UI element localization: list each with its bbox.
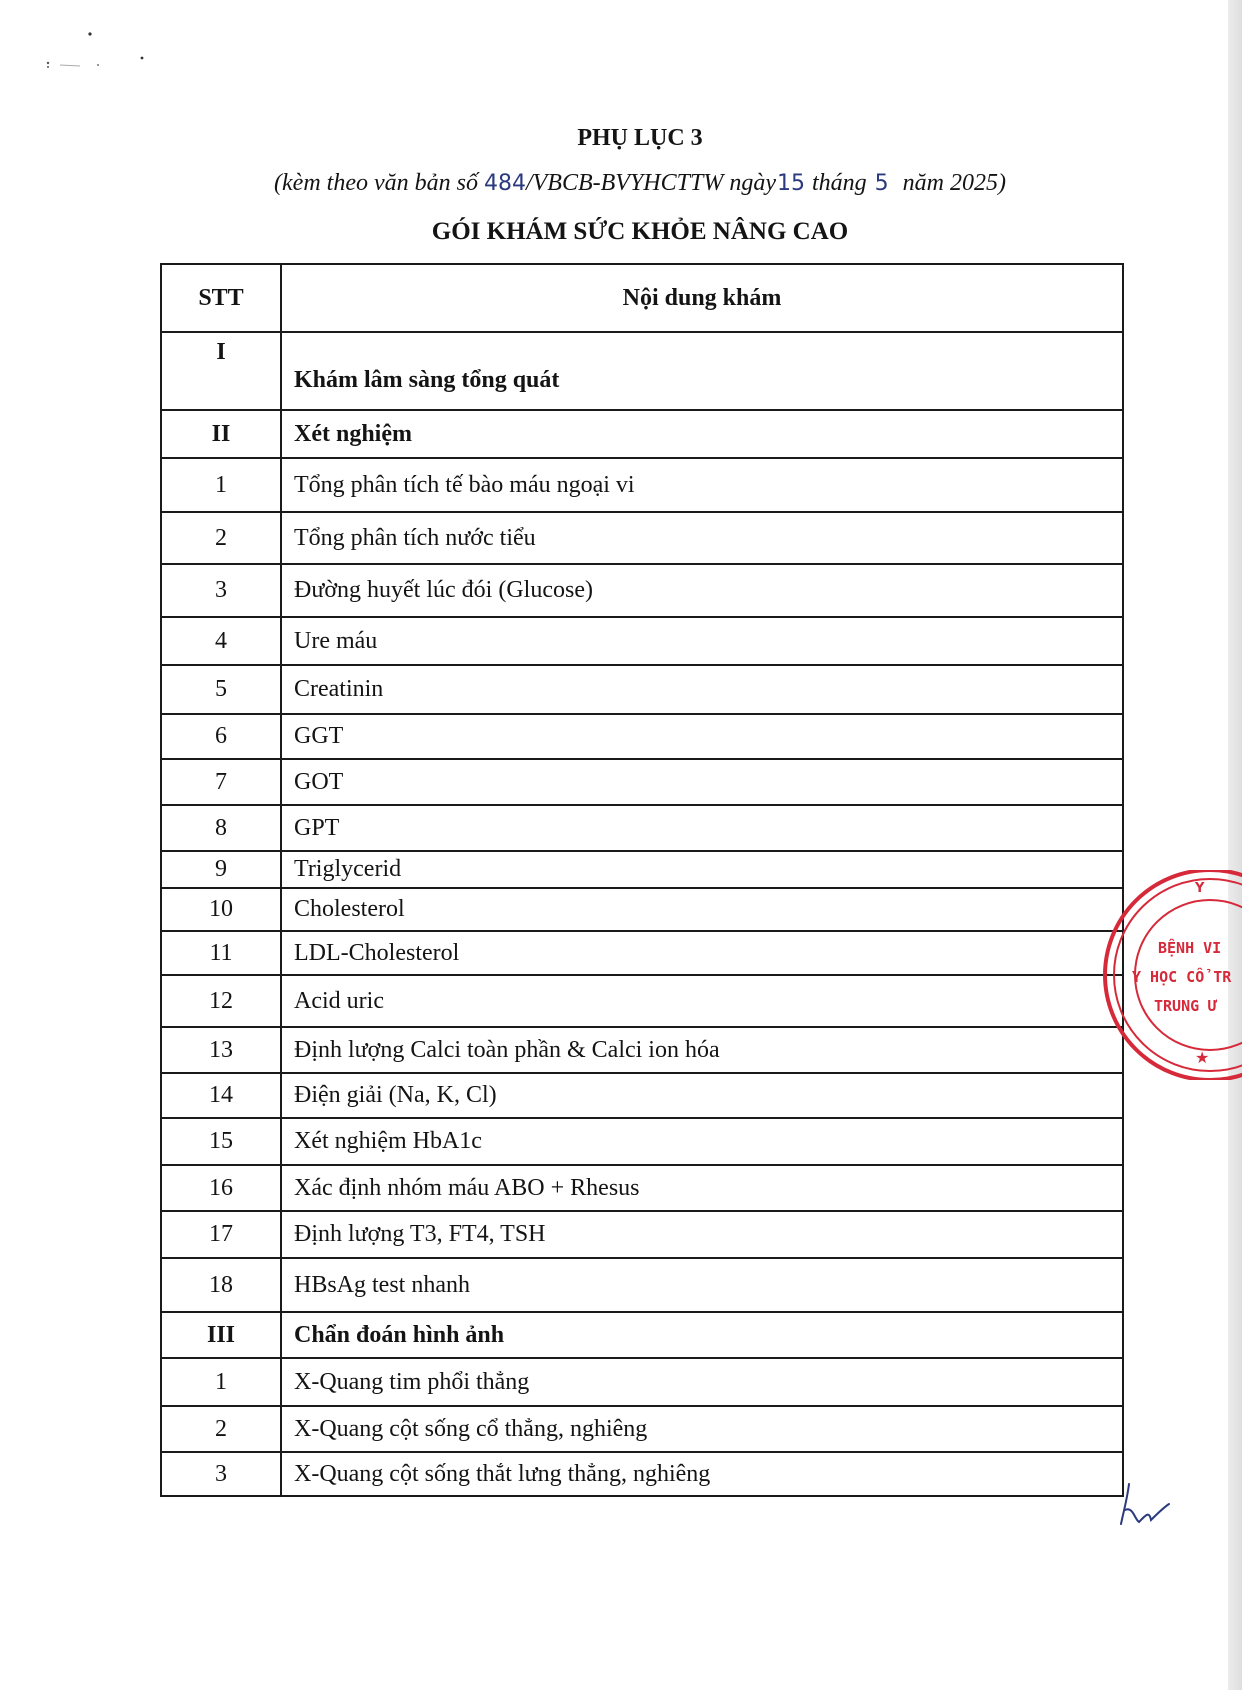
reference-suffix: năm 2025) bbox=[896, 170, 1006, 196]
reference-line bbox=[0, 170, 1242, 197]
cell-stt: 2 bbox=[161, 512, 281, 564]
table-row bbox=[161, 759, 1123, 805]
table-row bbox=[161, 458, 1123, 512]
cell-stt: 13 bbox=[161, 1027, 281, 1073]
reference-mid-2: tháng bbox=[805, 170, 867, 196]
section-row bbox=[161, 332, 1123, 410]
table-row bbox=[161, 1406, 1123, 1452]
package-title: GÓI KHÁM SỨC KHỎE NÂNG CAO bbox=[431, 218, 849, 245]
cell-content: Định lượng T3, FT4, TSH bbox=[281, 1211, 1123, 1258]
table-row bbox=[161, 1073, 1123, 1118]
table-row bbox=[161, 1165, 1123, 1211]
cell-stt: 3 bbox=[161, 1452, 281, 1496]
table-row bbox=[161, 975, 1123, 1027]
cell-content: Điện giải (Na, K, Cl) bbox=[281, 1073, 1123, 1118]
cell-content: Định lượng Calci toàn phần & Calci ion hóa bbox=[281, 1027, 1123, 1073]
cell-content: Acid uric bbox=[281, 975, 1123, 1027]
cell-content: Xét nghiệm bbox=[281, 410, 1123, 458]
scan-specks bbox=[40, 25, 160, 75]
cell-stt: 12 bbox=[161, 975, 281, 1027]
cell-stt: 7 bbox=[161, 759, 281, 805]
cell-stt: 5 bbox=[161, 665, 281, 714]
cell-content: Xác định nhóm máu ABO + Rhesus bbox=[281, 1165, 1123, 1211]
exam-content-table bbox=[160, 263, 1124, 1497]
handwritten-month: 5 bbox=[874, 171, 889, 196]
cell-stt: 18 bbox=[161, 1258, 281, 1312]
cell-content: Ure máu bbox=[281, 617, 1123, 665]
stamp-line-3: TRUNG Ư bbox=[1154, 997, 1218, 1015]
stamp-line-1: BỆNH VI bbox=[1158, 939, 1222, 957]
table-row bbox=[161, 1027, 1123, 1073]
cell-stt: 2 bbox=[161, 1406, 281, 1452]
reference-mid-1: /VBCB-BVYHCTTW ngày bbox=[525, 170, 776, 196]
handwritten-doc-number: 484 bbox=[483, 171, 526, 196]
cell-content: Tổng phân tích nước tiểu bbox=[281, 512, 1123, 564]
cell-content: Đường huyết lúc đói (Glucose) bbox=[281, 564, 1123, 617]
cell-content: GGT bbox=[281, 714, 1123, 759]
cell-content: Chẩn đoán hình ảnh bbox=[281, 1312, 1123, 1358]
section-row bbox=[161, 1312, 1123, 1358]
cell-content: LDL-Cholesterol bbox=[281, 931, 1123, 975]
svg-text:Y: Y bbox=[1195, 881, 1205, 896]
table-row bbox=[161, 714, 1123, 759]
section-row bbox=[161, 410, 1123, 458]
cell-stt: 8 bbox=[161, 805, 281, 851]
handwritten-day: 15 bbox=[776, 171, 805, 196]
cell-stt: I bbox=[161, 332, 281, 410]
table-row bbox=[161, 1211, 1123, 1258]
cell-content: HBsAg test nhanh bbox=[281, 1258, 1123, 1312]
header-stt: STT bbox=[161, 264, 281, 332]
cell-content: X-Quang cột sống cổ thẳng, nghiêng bbox=[281, 1406, 1123, 1452]
hospital-stamp bbox=[1095, 870, 1242, 1080]
table-row bbox=[161, 888, 1123, 931]
table-row bbox=[161, 1358, 1123, 1406]
cell-content: GOT bbox=[281, 759, 1123, 805]
cell-stt: 17 bbox=[161, 1211, 281, 1258]
cell-stt: 16 bbox=[161, 1165, 281, 1211]
cell-stt: 14 bbox=[161, 1073, 281, 1118]
table-row bbox=[161, 1258, 1123, 1312]
cell-stt: 4 bbox=[161, 617, 281, 665]
cell-stt: III bbox=[161, 1312, 281, 1358]
reference-prefix: (kèm theo văn bản số bbox=[274, 170, 484, 196]
cell-content: X-Quang cột sống thắt lưng thẳng, nghiêng bbox=[281, 1452, 1123, 1496]
table-row bbox=[161, 617, 1123, 665]
table-row bbox=[161, 1118, 1123, 1165]
cell-stt: 10 bbox=[161, 888, 281, 931]
cell-stt: 9 bbox=[161, 851, 281, 888]
cell-content: Triglycerid bbox=[281, 851, 1123, 888]
cell-stt: 11 bbox=[161, 931, 281, 975]
cell-stt: II bbox=[161, 410, 281, 458]
cell-stt: 1 bbox=[161, 458, 281, 512]
cell-stt: 3 bbox=[161, 564, 281, 617]
appendix-title: PHỤ LỤC 3 bbox=[577, 125, 703, 151]
cell-content: X-Quang tim phổi thẳng bbox=[281, 1358, 1123, 1406]
cell-content: Xét nghiệm HbA1c bbox=[281, 1118, 1123, 1165]
table-row bbox=[161, 564, 1123, 617]
table-row bbox=[161, 1452, 1123, 1496]
cell-stt: 1 bbox=[161, 1358, 281, 1406]
table-row bbox=[161, 805, 1123, 851]
table-header-row bbox=[161, 264, 1123, 332]
cell-content: Creatinin bbox=[281, 665, 1123, 714]
cell-content: GPT bbox=[281, 805, 1123, 851]
cell-content: Cholesterol bbox=[281, 888, 1123, 931]
table-row bbox=[161, 512, 1123, 564]
table-row bbox=[161, 931, 1123, 975]
page-edge-shadow bbox=[1228, 0, 1242, 1690]
handwritten-initial bbox=[1115, 1480, 1175, 1530]
table-row bbox=[161, 851, 1123, 888]
cell-content: Khám lâm sàng tổng quát bbox=[281, 332, 1123, 410]
cell-stt: 6 bbox=[161, 714, 281, 759]
stamp-line-2: Y HỌC CỔ TR bbox=[1132, 968, 1232, 986]
svg-text:★: ★ bbox=[1195, 1048, 1210, 1067]
cell-stt: 15 bbox=[161, 1118, 281, 1165]
cell-content: Tổng phân tích tế bào máu ngoại vi bbox=[281, 458, 1123, 512]
table-row bbox=[161, 665, 1123, 714]
header-content: Nội dung khám bbox=[281, 264, 1123, 332]
